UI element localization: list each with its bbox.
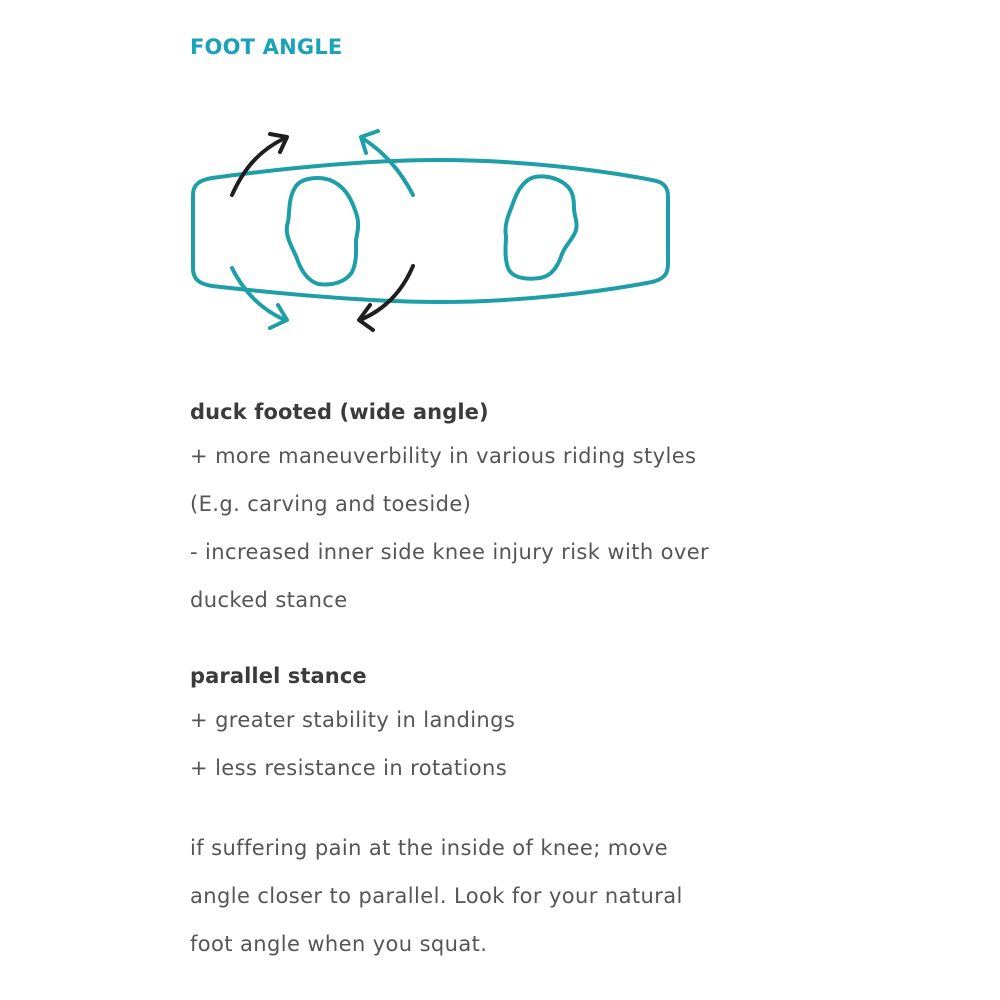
advice-line: foot angle when you squat. <box>190 932 488 956</box>
section-parallel-stance <box>190 656 515 792</box>
rotate-arrow-counterclockwise-icon <box>232 268 287 328</box>
pro-line: + more maneuverbility in various riding styles <box>190 444 697 468</box>
foot-angle-content <box>190 392 890 956</box>
pro-line: + less resistance in rotations <box>190 756 508 780</box>
foot-angle-diagram <box>180 115 690 345</box>
kiteboard-outline-icon <box>193 160 668 302</box>
con-line: - increased inner side knee injury risk with over <box>190 540 710 564</box>
section-duck-footed <box>190 392 890 624</box>
footpad-left-icon <box>287 178 358 285</box>
section-heading: duck footed (wide angle) <box>190 400 489 424</box>
pro-line: + greater stability in landings <box>190 708 516 732</box>
rotate-arrow-clockwise-icon <box>232 134 287 195</box>
advice-line: if suffering pain at the inside of knee; move <box>190 836 669 860</box>
page-title: FOOT ANGLE <box>190 35 343 59</box>
section-advice <box>190 824 683 968</box>
advice-line: angle closer to parallel. Look for your natural <box>190 884 683 908</box>
example-line: (E.g. carving and toeside) <box>190 492 472 516</box>
section-heading: parallel stance <box>190 664 367 688</box>
con-line-continued: ducked stance <box>190 588 348 612</box>
footpad-right-icon <box>505 176 576 278</box>
